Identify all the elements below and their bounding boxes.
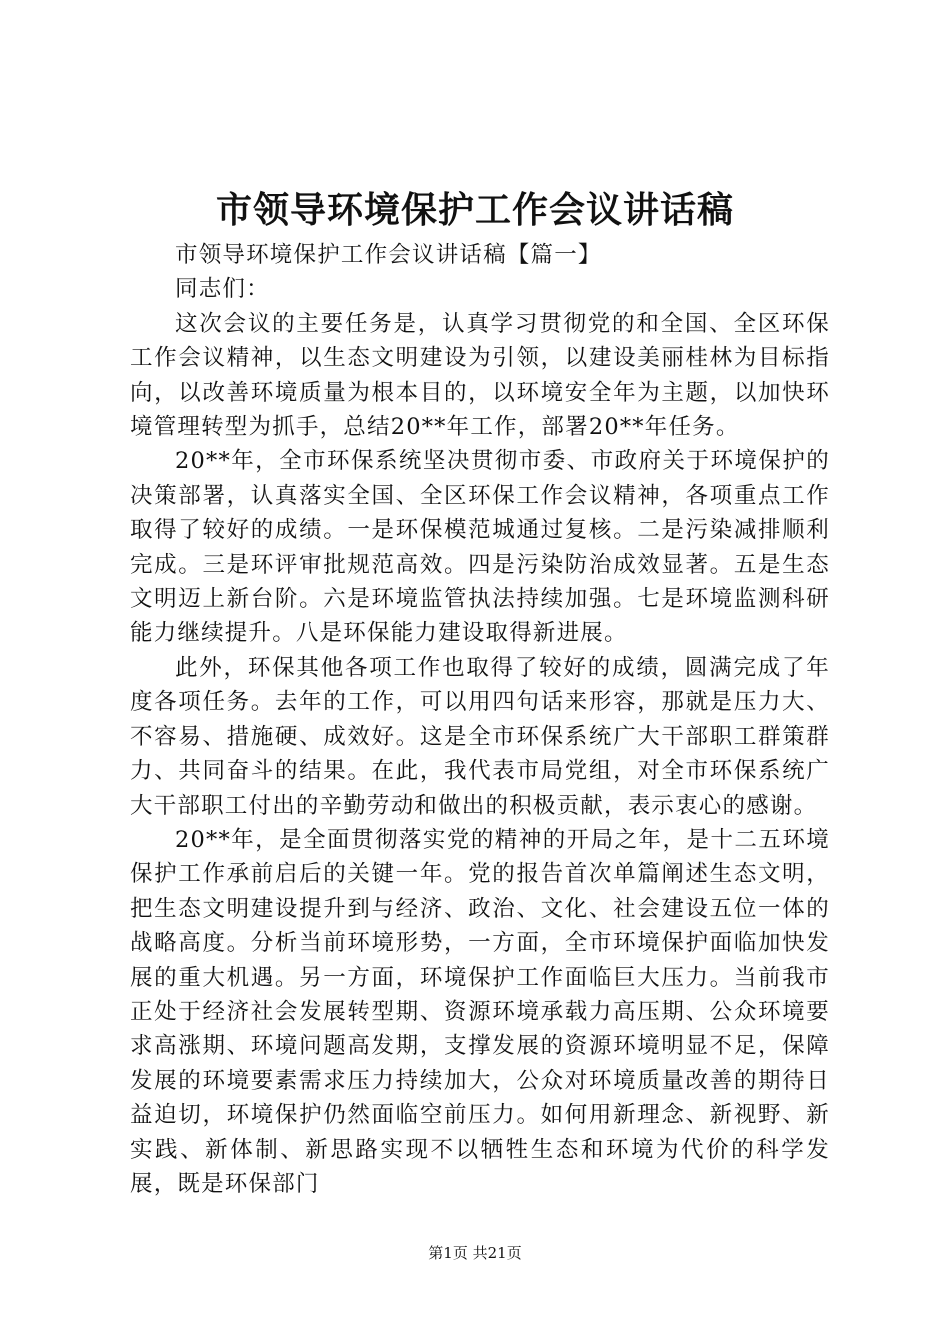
page-footer: 第1页 共21页 <box>428 1244 522 1262</box>
paragraph-2: 20**年，全市环保系统坚决贯彻市委、市政府关于环境保护的决策部署，认真落实全国、全区环保工作会议精神，各项重点工作取得了较好的成绩。一是环保模范城通过复核。二是污染减排顺利完成。三是环评审批规范高效。四是污染防治成效显著。五是生态文明迈上新台阶。六是环境监管执法持续加强。七是环境监测科研能力继续提升。八是环保能力建设取得新进展。 <box>130 448 830 647</box>
paragraph-3: 此外，环保其他各项工作也取得了较好的成绩，圆满完成了年度各项任务。去年的工作，可以用四句话来形容，那就是压力大、不容易、措施硬、成效好。这是全市环保系统广大干部职工群策群力、共同奋斗的结果。在此，我代表市局党组，对全市环保系统广大干部职工付出的辛勤劳动和做出的积极贡献，表示衷心的感谢。 <box>130 654 830 819</box>
paragraph-4: 20**年，是全面贯彻落实党的精神的开局之年，是十二五环境保护工作承前启后的关键一年。党的报告首次单篇阐述生态文明，把生态文明建设提升到与经济、政治、文化、社会建设五位一体的战略高度。分析当前环境形势，一方面，全市环境保护面临加快发展的重大机遇。另一方面，环境保护工作面临巨大压力。当前我市正处于经济社会发展转型期、资源环境承载力高压期、公众环境要求高涨期、环境问题高发期，支撑发展的资源环境明显不足，保障发展的环境要素需求压力持续加大，公众对环境质量改善的期待日益迫切，环境保护仍然面临空前压力。如何用新理念、新视野、新实践、新体制、新思路实现不以牺牲生态和环境为代价的科学发展，既是环保部门 <box>130 826 830 1197</box>
document-body <box>130 238 830 1201</box>
document-subtitle: 市领导环境保护工作会议讲话稿【篇一】 <box>175 242 602 268</box>
salutation: 同志们： <box>175 276 270 303</box>
paragraph-1: 这次会议的主要任务是，认真学习贯彻党的和全国、全区环保工作会议精神，以生态文明建设为引领，以建设美丽桂林为目标指向，以改善环境质量为根本目的，以环境安全年为主题，以加快环境管理转型为抓手，总结20**年工作，部署20**年任务。 <box>130 310 830 441</box>
document-title: 市领导环境保护工作会议讲话稿 <box>215 189 734 231</box>
